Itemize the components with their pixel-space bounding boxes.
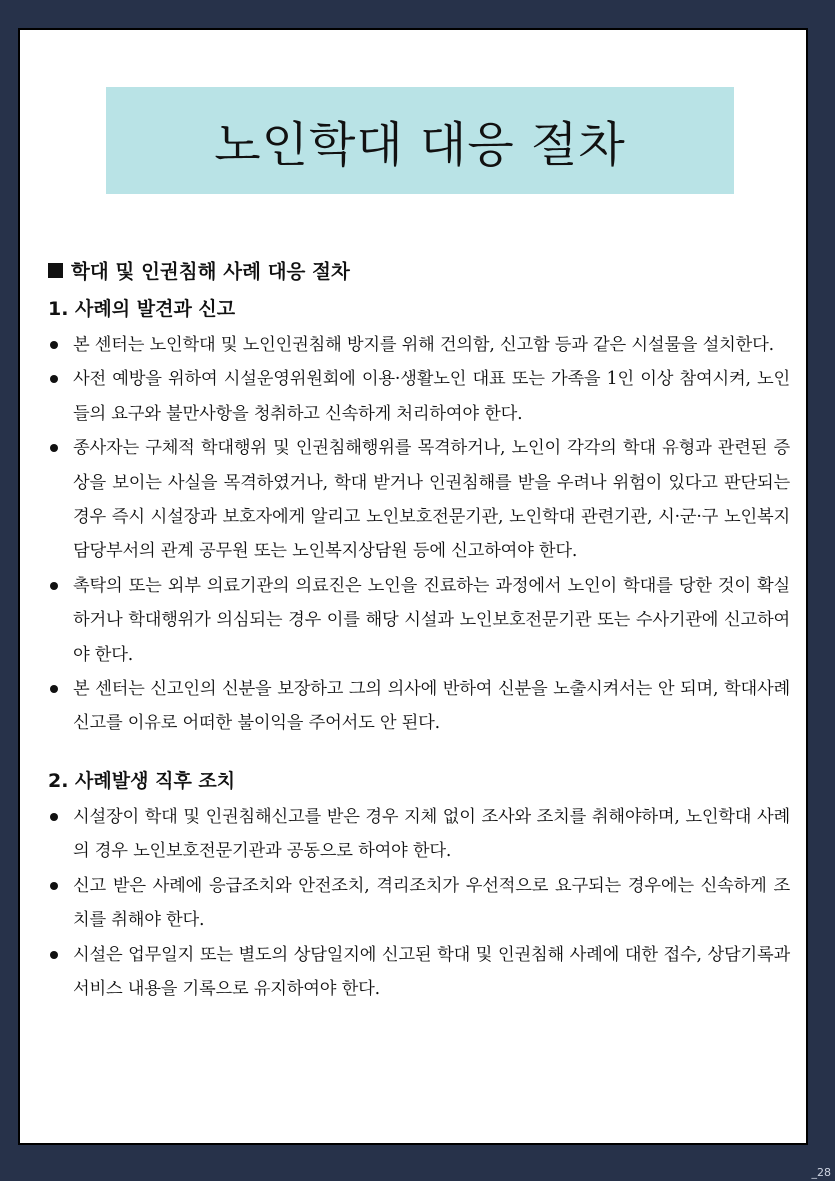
section-heading: 1. 사례의 발견과 신고 — [48, 298, 236, 320]
section-immediate-action — [48, 765, 790, 1006]
bullet-icon — [50, 951, 58, 959]
main-heading-text: 학대 및 인권침해 사례 대응 절차 — [71, 260, 350, 283]
list-item — [48, 938, 790, 1007]
list-item-text: 촉탁의 또는 외부 의료기관의 의료진은 노인을 진료하는 과정에서 노인이 학대를 당한 것이 확실하거나 학대행위가 의심되는 경우 이를 해당 시설과 노인보호전문기관 또는 수사기관에 신고하여야 한다. — [73, 575, 790, 665]
list-item-text: 종사자는 구체적 학대행위 및 인권침해행위를 목격하거나, 노인이 각각의 학대 유형과 관련된 증상을 보이는 사실을 목격하였거나, 학대 받거나 인권침해를 받을 우려나 위험이 있다고 판단되는 경우 즉시 시설장과 보호자에게 알리고 노인보호전문기관, 노인학대 관련기관, 시·군·구 노인복지 담당부서의 관계 공무원 또는 노인복지상담원 등에 신고하여야 한다. — [73, 438, 790, 562]
black-square-icon — [48, 263, 63, 278]
content-body — [48, 256, 790, 1006]
list-item — [48, 869, 790, 938]
list-item-text: 시설은 업무일지 또는 별도의 상담일지에 신고된 학대 및 인권침해 사례에 대한 접수, 상담기록과 서비스 내용을 기록으로 유지하여야 한다. — [73, 944, 790, 999]
page-number: _28 — [811, 1166, 831, 1179]
section-heading: 2. 사례발생 직후 조치 — [48, 769, 236, 792]
bullet-list — [48, 328, 790, 741]
list-item-text: 신고 받은 사례에 응급조치와 안전조치, 격리조치가 우선적으로 요구되는 경우에는 신속하게 조치를 취해야 한다. — [73, 875, 790, 931]
bullet-icon — [50, 375, 58, 383]
list-item — [48, 672, 790, 741]
list-item-text: 본 센터는 신고인의 신분을 보장하고 그의 의사에 반하여 신분을 노출시켜서는 안 되며, 학대사례 신고를 이유로 어떠한 불이익을 주어서도 안 된다. — [73, 679, 790, 734]
bullet-icon — [50, 813, 58, 821]
list-item-text: 사전 예방을 위하여 시설운영위원회에 이용·생활노인 대표 또는 가족을 1인 이상 참여시켜, 노인들의 요구와 불만사항을 청취하고 신속하게 처리하여야 한다. — [73, 369, 790, 424]
bullet-list — [48, 800, 790, 1006]
list-item — [48, 431, 790, 569]
title-banner — [106, 87, 734, 194]
list-item — [48, 328, 790, 362]
bullet-icon — [50, 582, 58, 590]
list-item — [48, 569, 790, 672]
list-item-text: 시설장이 학대 및 인권침해신고를 받은 경우 지체 없이 조사와 조치를 취해야하며, 노인학대 사례의 경우 노인보호전문기관과 공동으로 하여야 한다. — [73, 806, 790, 862]
bullet-icon — [50, 685, 58, 693]
bullet-icon — [50, 341, 58, 349]
list-item — [48, 800, 790, 869]
page-title: 노인학대 대응 절차 — [214, 117, 626, 173]
list-item-text: 본 센터는 노인학대 및 노인인권침해 방지를 위해 건의함, 신고함 등과 같은 시설물을 설치한다. — [73, 335, 774, 355]
bullet-icon — [50, 882, 58, 890]
bullet-icon — [50, 444, 58, 452]
list-item — [48, 362, 790, 431]
main-heading — [48, 256, 790, 284]
section-discovery-report — [48, 293, 790, 741]
document-page — [18, 28, 808, 1145]
